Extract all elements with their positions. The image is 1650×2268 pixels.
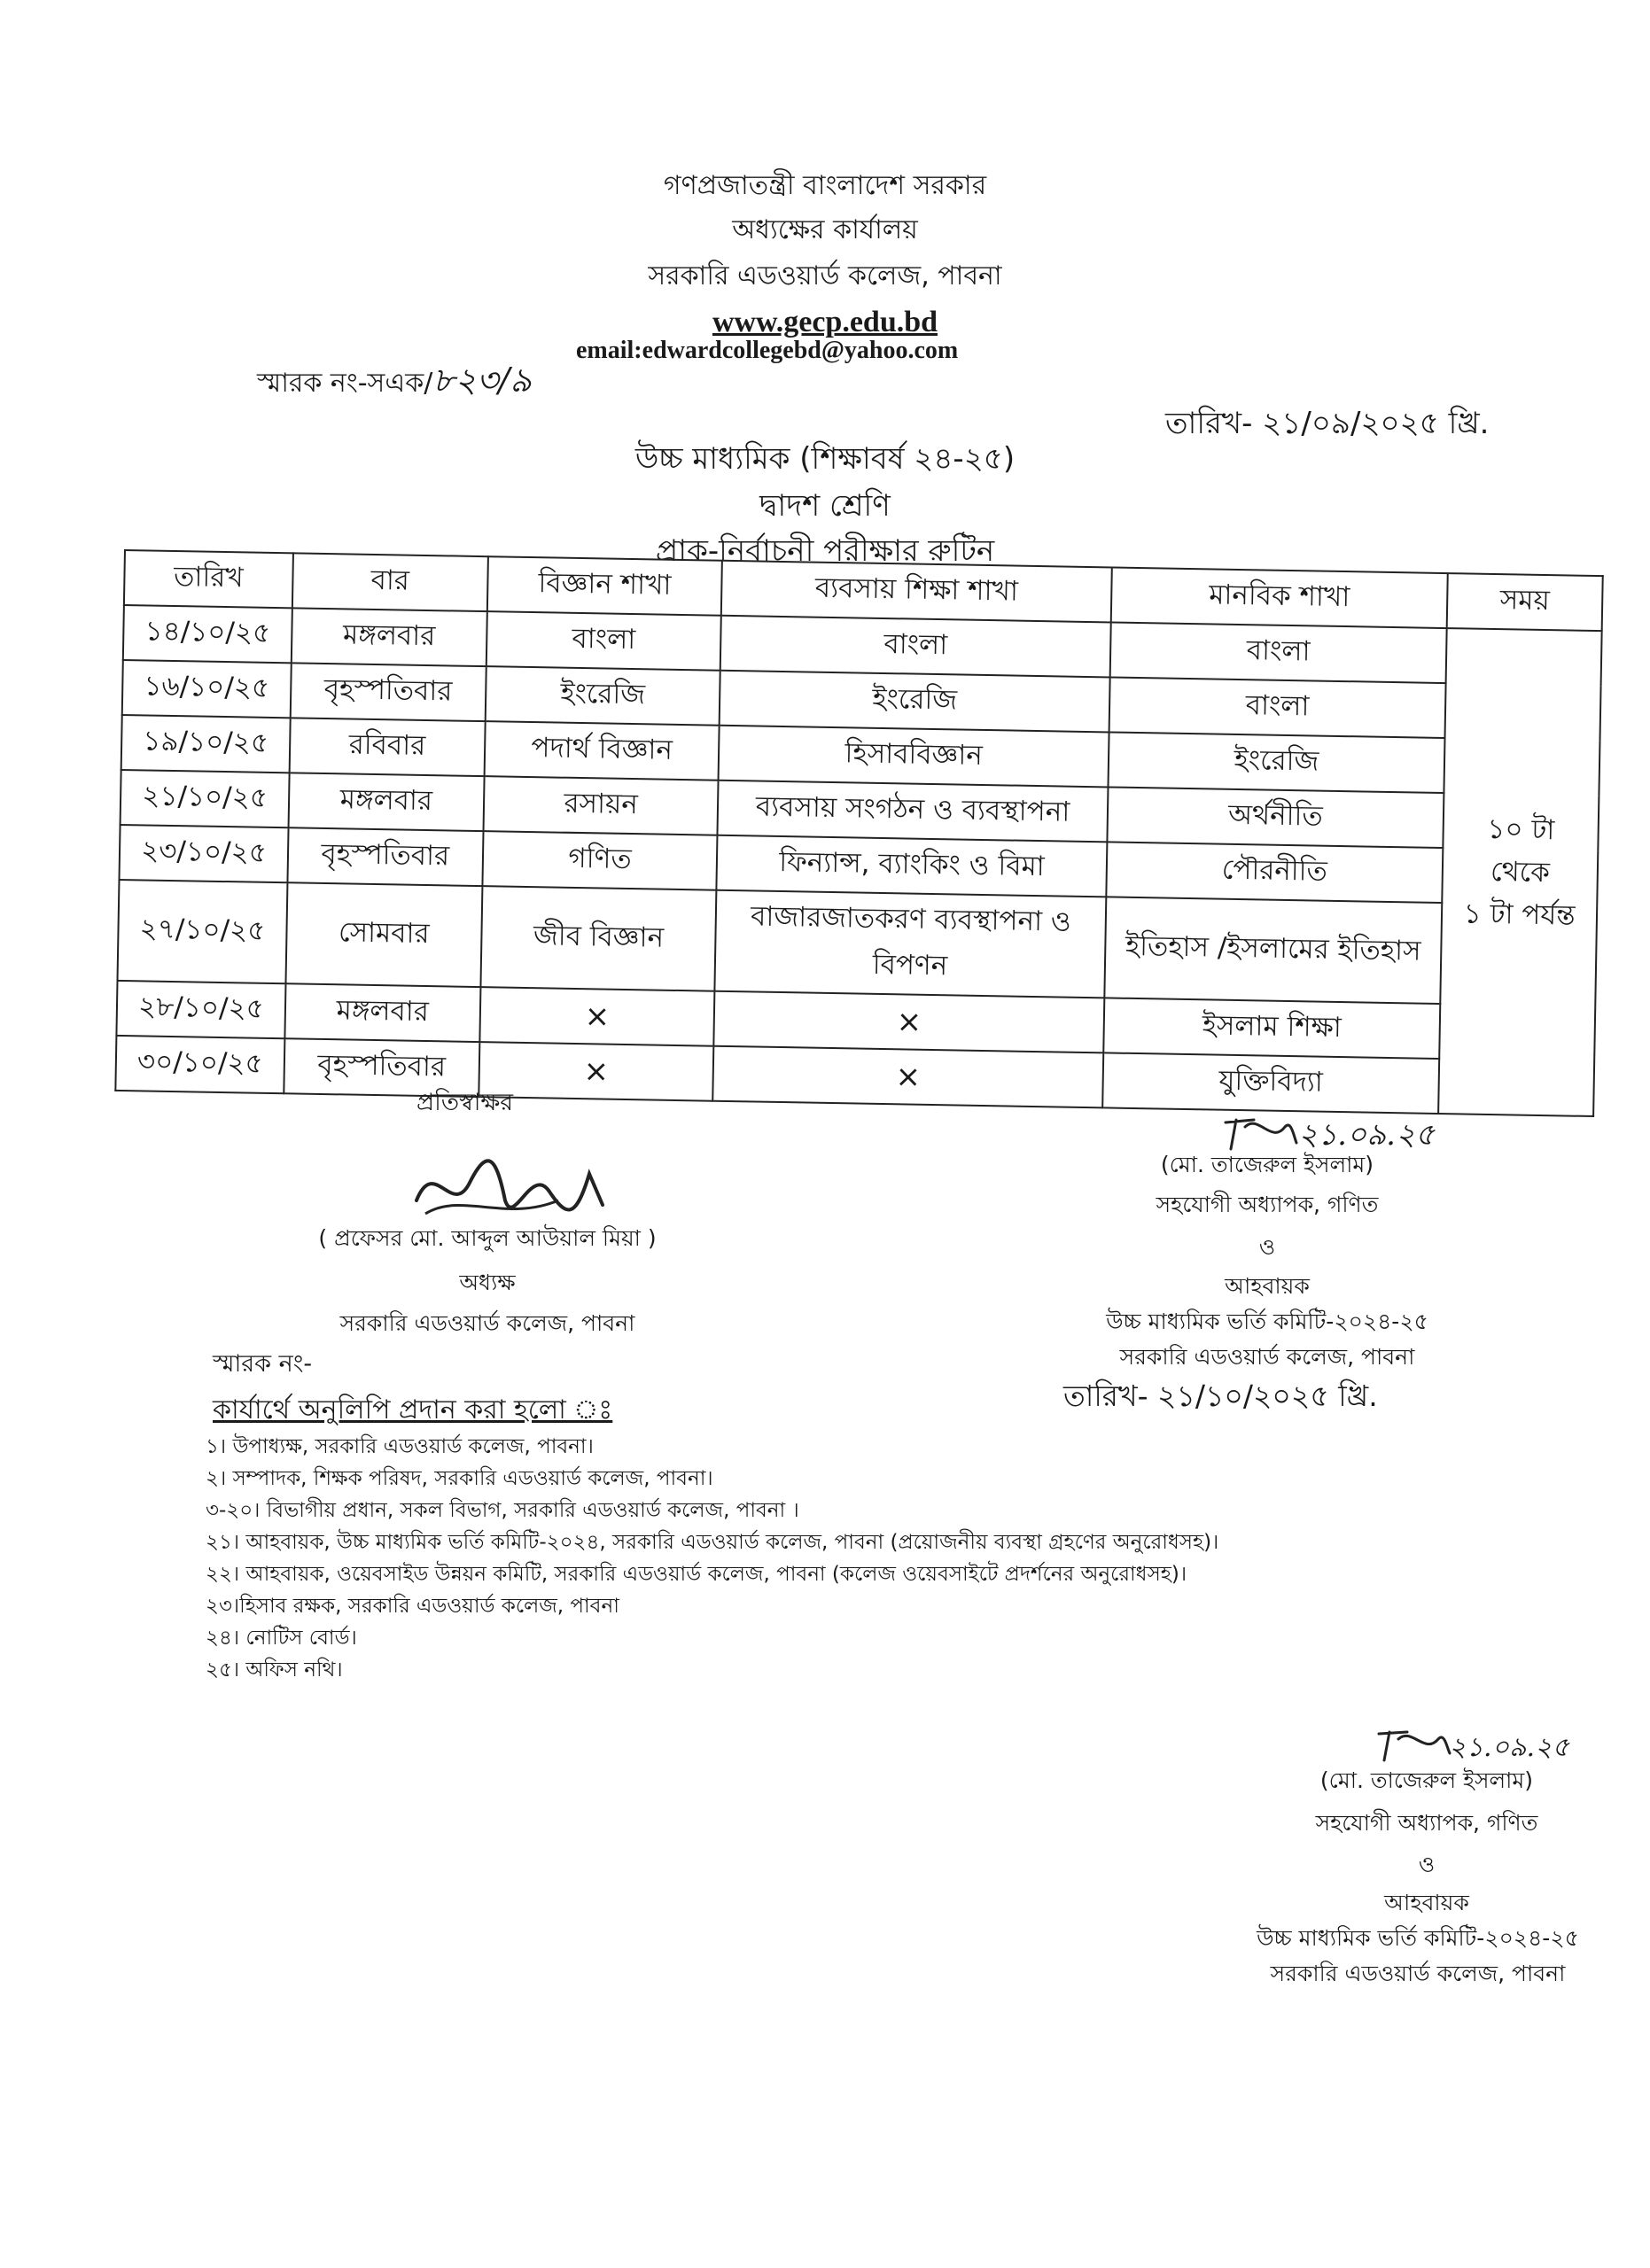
- header-science: বিজ্ঞান শাখা: [487, 556, 723, 616]
- cell-science: জীব বিজ্ঞান: [480, 886, 717, 991]
- list-item: ২১। আহবায়ক, উচ্চ মাধ্যমিক ভর্তি কমিটি-২০২৪, সরকারি এডওয়ার্ড কলেজ, পাবনা (প্রয়োজনীয় ব্যবস্থা গ্রহণের অনুরোধসহ)।: [206, 1531, 1219, 1554]
- list-item: ২৪। নোটিস বোর্ড।: [206, 1627, 357, 1650]
- cell-humanities: পৌরনীতি: [1106, 842, 1443, 903]
- convener-signature-2-icon: [1372, 1723, 1452, 1767]
- principal-college: সরকারি এডওয়ার্ড কলেজ, পাবনা: [339, 1310, 635, 1336]
- cell-science: ইংরেজি: [485, 666, 720, 726]
- cell-science: পদার্থ বিজ্ঞান: [484, 721, 720, 781]
- principal-name: ( প্রফেসর মো. আব্দুল আউয়াল মিয়া ): [318, 1225, 657, 1251]
- cell-day: মঙ্গলবার: [284, 983, 480, 1042]
- cell-business: ফিন্যান্স, ব্যাংকিং ও বিমা: [717, 835, 1107, 897]
- cell-day: রবিবার: [290, 718, 486, 776]
- principal-designation: অধ্যক্ষ: [459, 1270, 516, 1295]
- cell-business: ব্যবসায় সংগঠন ও ব্যবস্থাপনা: [718, 781, 1108, 843]
- cell-science: রসায়ন: [483, 776, 719, 835]
- cell-humanities: ইতিহাস /ইসলামের ইতিহাস: [1104, 897, 1442, 1004]
- cell-humanities: ইংরেজি: [1108, 732, 1444, 793]
- header-date: তারিখ: [124, 550, 293, 608]
- distribution-heading: কার্যার্থে অনুলিপি প্রদান করা হলো ঃ: [213, 1394, 613, 1425]
- convener2-name: (মো. তাজেরুল ইসলাম): [1319, 1767, 1534, 1793]
- cell-science: গণিত: [482, 831, 718, 890]
- title-level: উচ্চ মাধ্যমিক (শিক্ষাবর্ষ ২৪-২৫): [634, 441, 1016, 477]
- convener-college: সরকারি এডওয়ার্ড কলেজ, পাবনা: [1119, 1344, 1415, 1370]
- cell-day: বৃহস্পতিবার: [291, 663, 486, 721]
- header-office: অধ্যক্ষের কার্যালয়: [732, 214, 918, 245]
- cell-day: সোমবার: [285, 882, 482, 987]
- list-item: ২৫। অফিস নথি।: [206, 1658, 343, 1682]
- header-government: গণপ্রজাতন্ত্রী বাংলাদেশ সরকার: [663, 170, 987, 201]
- header-humanities: মানবিক শাখা: [1111, 567, 1448, 628]
- cell-humanities: যুক্তিবিদ্যা: [1102, 1052, 1439, 1114]
- memo-number-handwritten: ৮২৩/৯: [432, 361, 532, 400]
- cell-business: বাংলা: [720, 616, 1110, 678]
- header-time: সময়: [1447, 573, 1603, 631]
- email-address: email:edwardcollegebd@yahoo.com: [576, 337, 959, 364]
- cell-day: বৃহস্পতিবার: [284, 1038, 479, 1097]
- cell-business-cross: ×: [713, 1046, 1103, 1108]
- header-college: সরকারি এডওয়ার্ড কলেজ, পাবনা: [648, 260, 1002, 291]
- website-link[interactable]: www.gecp.edu.bd: [712, 306, 938, 338]
- time-end: ১ টা পর্যন্ত: [1463, 897, 1576, 932]
- cell-date: ২১/১০/২৫: [121, 770, 290, 827]
- cell-date: ৩০/১০/২৫: [115, 1036, 284, 1093]
- cell-science: বাংলা: [486, 611, 722, 671]
- convener2-and: ও: [1418, 1852, 1436, 1877]
- convener2-role: আহবায়ক: [1384, 1890, 1469, 1915]
- time-start: ১০ টা: [1486, 812, 1555, 847]
- cell-humanities: ইসলাম শিক্ষা: [1103, 998, 1440, 1059]
- cell-business: ইংরেজি: [720, 671, 1109, 733]
- memo-number: [257, 354, 532, 411]
- cell-time: [1438, 628, 1601, 1116]
- countersign-label: প্রতিস্বাক্ষর: [416, 1089, 514, 1116]
- convener2-committee: উচ্চ মাধ্যমিক ভর্তি কমিটি-২০২৪-২৫: [1257, 1925, 1579, 1951]
- cell-date: ১৪/১০/২৫: [123, 605, 292, 663]
- distribution-memo-number: স্মারক নং-: [213, 1350, 313, 1378]
- header-business: ব্যবসায় শিক্ষা শাখা: [721, 561, 1111, 623]
- cell-humanities: বাংলা: [1109, 677, 1445, 738]
- cell-humanities: বাংলা: [1109, 622, 1446, 683]
- time-from: থেকে: [1490, 855, 1551, 889]
- convener-name: (মো. তাজেরুল ইসলাম): [1160, 1152, 1374, 1177]
- memo-date: তারিখ- ২১/০৯/২০২৫ খ্রি.: [1165, 406, 1490, 441]
- distribution-date: তারিখ- ২১/১০/২০২৫ খ্রি.: [1063, 1379, 1378, 1413]
- exam-routine-table: [114, 549, 1603, 1117]
- convener-designation: সহযোগী অধ্যাপক, গণিত: [1156, 1192, 1379, 1217]
- cell-science-cross: ×: [479, 987, 715, 1046]
- cell-date: ১৬/১০/২৫: [122, 660, 292, 718]
- convener2-designation: সহযোগী অধ্যাপক, গণিত: [1315, 1810, 1538, 1836]
- convener-committee: উচ্চ মাধ্যমিক ভর্তি কমিটি-২০২৪-২৫: [1106, 1309, 1428, 1334]
- convener2-college: সরকারি এডওয়ার্ড কলেজ, পাবনা: [1270, 1961, 1566, 1986]
- cell-day: মঙ্গলবার: [292, 608, 487, 666]
- title-routine: প্রাক-নির্বাচনী পরীক্ষার রুটিন: [655, 533, 995, 569]
- list-item: ২২। আহবায়ক, ওয়েবসাইড উন্নয়ন কমিটি, সরকারি এডওয়ার্ড কলেজ, পাবনা (কলেজ ওয়েবসাইটে প্রদর্শনের অনুরোধসহ)।: [206, 1563, 1187, 1586]
- list-item: ২। সম্পাদক, শিক্ষক পরিষদ, সরকারি এডওয়ার্ড কলেজ, পাবনা।: [206, 1467, 713, 1490]
- cell-date: ২৮/১০/২৫: [116, 981, 285, 1038]
- convener-role: আহবায়ক: [1225, 1273, 1310, 1299]
- title-class: দ্বাদশ শ্রেণি: [759, 488, 891, 524]
- convener2-sign-date: ২১.০৯.২৫: [1449, 1732, 1569, 1763]
- cell-business: বাজারজাতকরণ ব্যবস্থাপনা ও বিপণন: [715, 890, 1106, 998]
- memo-number-label: স্মারক নং-সএক/: [257, 368, 433, 399]
- cell-business-cross: ×: [714, 991, 1104, 1053]
- convener-sign-date: ২১.০৯.২৫: [1298, 1117, 1436, 1153]
- cell-date: ১৯/১০/২৫: [121, 715, 291, 773]
- cell-science-cross: ×: [479, 1042, 714, 1101]
- list-item: ১। উপাধ্যক্ষ, সরকারি এডওয়ার্ড কলেজ, পাবনা।: [206, 1435, 594, 1458]
- header-day: বার: [292, 553, 488, 611]
- distribution-list: [206, 1431, 1218, 1686]
- convener-and: ও: [1258, 1234, 1276, 1260]
- cell-day: বৃহস্পতিবার: [287, 827, 483, 886]
- cell-date: ২৩/১০/২৫: [119, 825, 288, 882]
- list-item: ৩-২০। বিভাগীয় প্রধান, সকল বিভাগ, সরকারি এডওয়ার্ড কলেজ, পাবনা ।: [206, 1499, 799, 1522]
- cell-date: ২৭/১০/২৫: [118, 880, 288, 983]
- cell-business: হিসাববিজ্ঞান: [719, 726, 1109, 788]
- cell-humanities: অর্থনীতি: [1107, 787, 1444, 848]
- list-item: ২৩।হিসাব রক্ষক, সরকারি এডওয়ার্ড কলেজ, পাবনা: [206, 1595, 619, 1618]
- cell-day: মঙ্গলবার: [288, 773, 484, 831]
